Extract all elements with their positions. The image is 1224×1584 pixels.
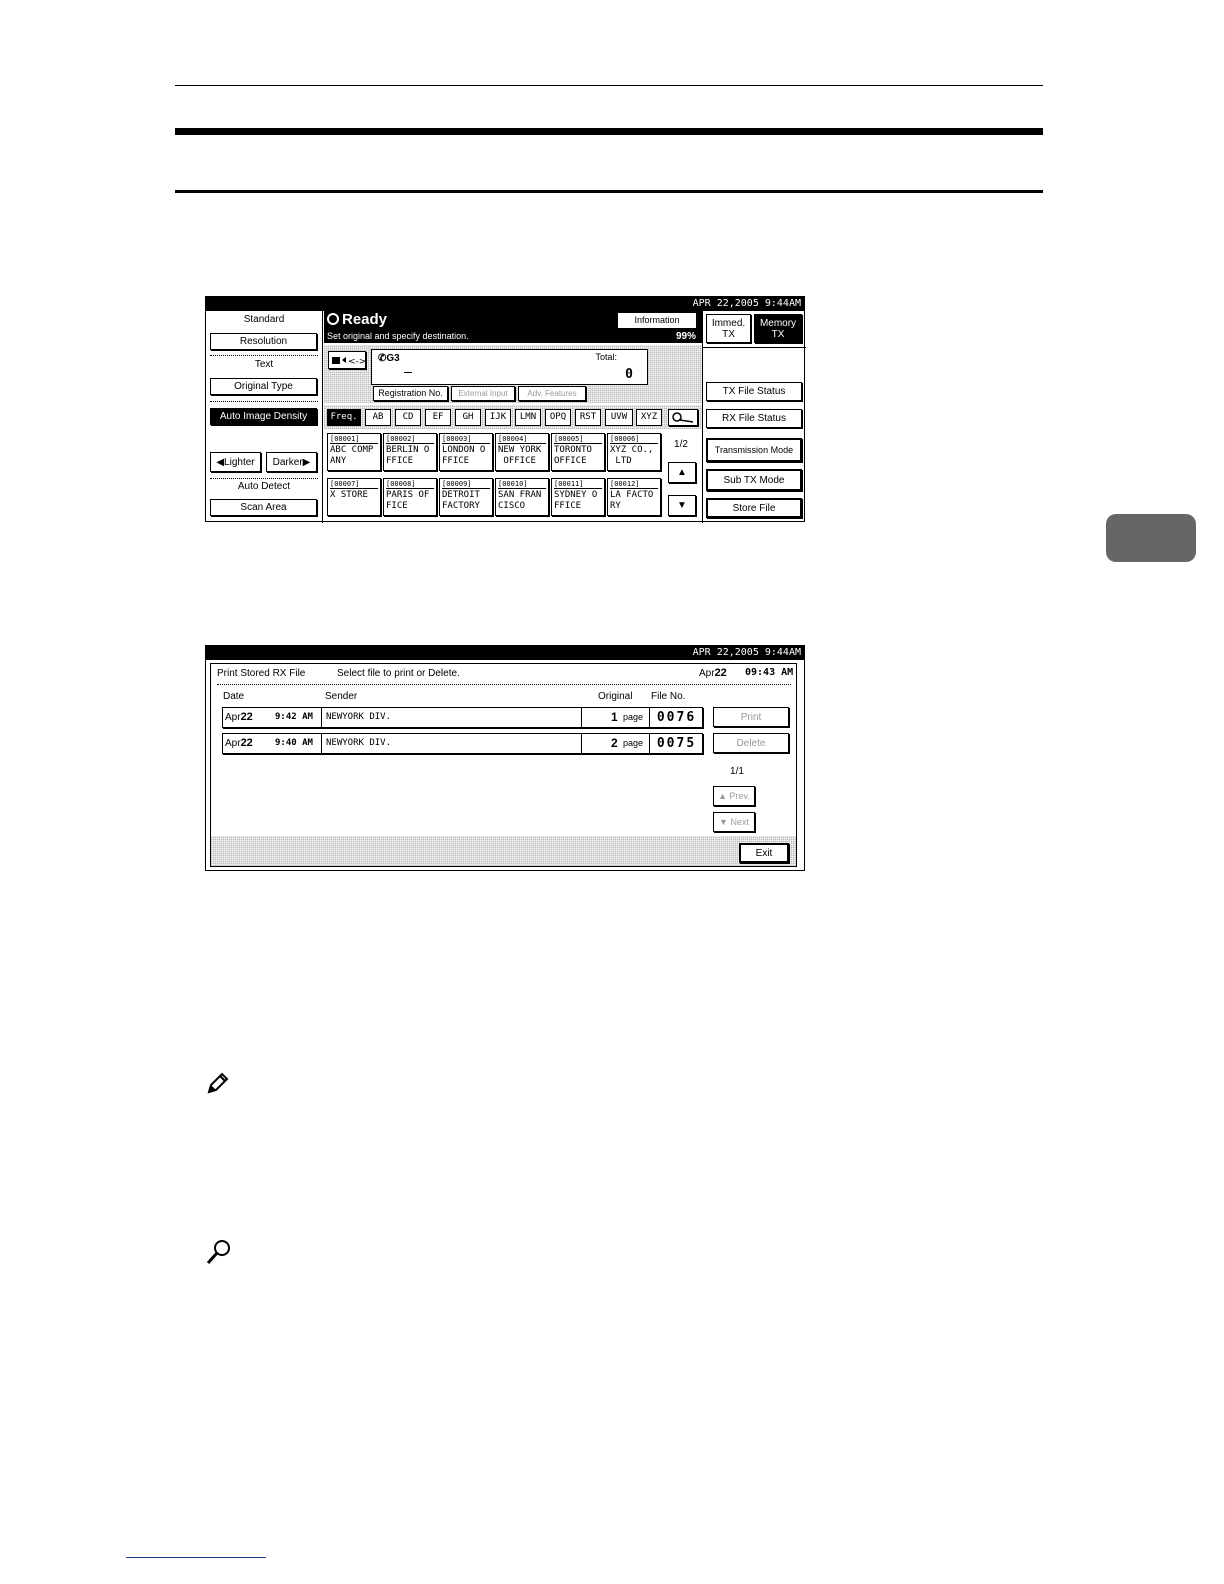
- cell-separator: [321, 708, 322, 727]
- registration-no-button[interactable]: Registration No.: [373, 386, 448, 401]
- destination-button[interactable]: [00003] LONDON O FFICE: [439, 433, 493, 471]
- destination-button[interactable]: [00006] XYZ CO., LTD: [607, 433, 661, 471]
- tab-opq[interactable]: OPQ: [545, 409, 571, 426]
- fax-ready-screen: [205, 296, 805, 522]
- status-title: Ready: [327, 311, 387, 328]
- row-sender: NEWYORK DIV.: [326, 712, 392, 722]
- svg-text:<->: <->: [348, 357, 367, 367]
- input-cursor: [404, 372, 412, 373]
- page-indicator: 1/1: [730, 766, 744, 777]
- sub-tx-mode-button[interactable]: Sub TX Mode: [706, 469, 802, 491]
- column-header-original: Original: [598, 691, 633, 702]
- transmission-mode-button[interactable]: Transmission Mode: [706, 438, 802, 462]
- row-time: 9:42 AM: [275, 712, 313, 722]
- divider: [703, 347, 806, 348]
- next-page-button[interactable]: ▼ Next: [713, 812, 755, 832]
- column-header-file-no: File No.: [651, 691, 686, 702]
- destination-button[interactable]: [00001] ABC COMP ANY: [327, 433, 381, 471]
- row-pages: 2: [611, 736, 618, 750]
- row-date: Apr22: [225, 711, 253, 723]
- destination-button[interactable]: [00005] TORONTO OFFICE: [551, 433, 605, 471]
- column-header-sender: Sender: [325, 691, 358, 702]
- scan-area-button[interactable]: Scan Area: [210, 499, 317, 516]
- lighter-button[interactable]: ◀Lighter: [210, 452, 261, 472]
- row-pages: 1: [611, 710, 618, 724]
- phone-fax-icon: [332, 355, 367, 367]
- tab-gh[interactable]: GH: [455, 409, 481, 426]
- exit-button[interactable]: Exit: [739, 843, 789, 863]
- rx-file-dialog: [210, 663, 797, 867]
- rx-file-status-button[interactable]: RX File Status: [706, 409, 802, 428]
- resolution-button[interactable]: Resolution: [210, 333, 317, 350]
- current-time: 09:43 AM: [745, 667, 794, 678]
- phone-icon: ✆: [378, 353, 387, 364]
- clock: APR 22,2005 9:44AM: [206, 646, 804, 660]
- down-arrow-icon: ▼: [677, 500, 687, 511]
- table-row[interactable]: [222, 733, 703, 754]
- memory-percentage: 99%: [675, 331, 696, 342]
- destination-button[interactable]: [00011] SYDNEY O FFICE: [551, 478, 605, 516]
- original-type-value: Text: [254, 359, 274, 370]
- auto-image-density-button[interactable]: Auto Image Density: [210, 408, 317, 425]
- darker-button[interactable]: Darker▶: [266, 452, 317, 472]
- prev-page-button[interactable]: ▲ Prev.: [713, 786, 755, 806]
- tx-file-status-button[interactable]: TX File Status: [706, 382, 802, 401]
- search-destination-button[interactable]: [668, 409, 698, 426]
- tab-ef[interactable]: EF: [425, 409, 451, 426]
- reference-magnifier-icon: [205, 1238, 233, 1270]
- tab-ijk[interactable]: IJK: [485, 409, 511, 426]
- divider: [217, 684, 791, 685]
- tab-cd[interactable]: CD: [395, 409, 421, 426]
- on-hook-dial-button[interactable]: [328, 351, 366, 369]
- header-rule: [175, 85, 1043, 86]
- scan-area-value: Auto Detect: [237, 481, 291, 492]
- row-date: Apr22: [225, 737, 253, 749]
- note-pencil-icon: [205, 1070, 231, 1100]
- footer-link-underline: [126, 1557, 266, 1558]
- resolution-value: Standard: [243, 314, 285, 325]
- ready-icon: [327, 313, 339, 325]
- tab-uvw[interactable]: UVW: [605, 409, 633, 426]
- destination-button[interactable]: [00004] NEW YORK OFFICE: [495, 433, 549, 471]
- row-sender: NEWYORK DIV.: [326, 738, 392, 748]
- cell-separator: [321, 734, 322, 753]
- row-file-no: 0076: [649, 708, 703, 727]
- delete-button[interactable]: Delete: [713, 733, 789, 753]
- destination-button[interactable]: [00009] DETROIT FACTORY: [439, 478, 493, 516]
- external-input-button[interactable]: External Input: [451, 386, 515, 401]
- tab-ab[interactable]: AB: [365, 409, 391, 426]
- clock: APR 22,2005 9:44AM: [206, 297, 804, 311]
- print-button[interactable]: Print: [713, 707, 789, 727]
- cell-separator: [581, 708, 582, 727]
- memory-tx-button[interactable]: Memory TX: [754, 314, 802, 343]
- chapter-tab: [1106, 514, 1196, 562]
- tab-rst[interactable]: RST: [575, 409, 601, 426]
- dialog-title: Print Stored RX File: [217, 668, 306, 679]
- tab-lmn[interactable]: LMN: [515, 409, 541, 426]
- search-icon: [671, 412, 695, 424]
- information-button[interactable]: Information: [618, 313, 696, 328]
- section-rule-top: [175, 128, 1043, 135]
- table-row[interactable]: [222, 707, 703, 728]
- tab-xyz[interactable]: XYZ: [636, 409, 662, 426]
- footer-bar: [211, 836, 796, 866]
- total-label: Total:: [595, 352, 617, 362]
- destination-display: [371, 349, 648, 385]
- divider: [210, 478, 318, 479]
- print-stored-rx-file-screen: [205, 645, 805, 871]
- destination-button[interactable]: [00008] PARIS OF FICE: [383, 478, 437, 516]
- original-type-button[interactable]: Original Type: [210, 378, 317, 395]
- status-message: Set original and specify destination.: [327, 331, 469, 341]
- destination-line: ✆G3: [378, 353, 400, 364]
- prev-page-button[interactable]: [668, 462, 696, 483]
- column-header-date: Date: [223, 691, 245, 702]
- divider: [210, 401, 318, 402]
- up-arrow-icon: ▲: [677, 467, 687, 478]
- next-page-button[interactable]: [668, 495, 696, 516]
- row-time: 9:40 AM: [275, 738, 313, 748]
- destination-button[interactable]: [00002] BERLIN O FFICE: [383, 433, 437, 471]
- immediate-tx-button[interactable]: Immed. TX: [706, 314, 751, 343]
- instruction-text: Select file to print or Delete.: [337, 668, 460, 679]
- total-count: 0: [625, 367, 633, 382]
- store-file-button[interactable]: Store File: [706, 498, 802, 518]
- status-header: [324, 311, 702, 343]
- column-divider: [702, 311, 703, 523]
- cell-separator: [581, 734, 582, 753]
- destination-button[interactable]: [00012] LA FACTO RY: [607, 478, 661, 516]
- row-file-no: 0075: [649, 734, 703, 753]
- destination-button[interactable]: [00010] SAN FRAN CISCO: [495, 478, 549, 516]
- row-page-unit: page: [623, 738, 644, 748]
- adv-features-button[interactable]: Adv. Features: [518, 386, 586, 401]
- section-rule-bottom: [175, 190, 1043, 193]
- row-page-unit: page: [623, 712, 644, 722]
- current-date: Apr22: [699, 667, 727, 679]
- tab-freq[interactable]: Freq.: [327, 409, 361, 426]
- column-divider: [322, 311, 323, 523]
- destination-button[interactable]: [00007] X STORE: [327, 478, 381, 516]
- divider: [210, 355, 318, 356]
- page-indicator: 1/2: [674, 439, 688, 450]
